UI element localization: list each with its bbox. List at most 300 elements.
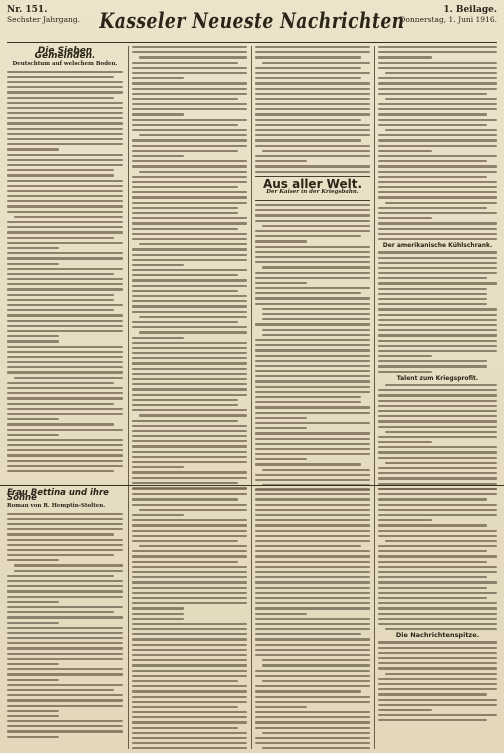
text-line	[378, 119, 497, 121]
text-line	[7, 185, 123, 187]
column-rule	[128, 46, 129, 491]
text-line	[7, 418, 59, 420]
text-line	[7, 730, 123, 732]
text-line	[7, 112, 123, 114]
text-line	[255, 727, 370, 729]
text-line	[7, 382, 114, 384]
text-line	[378, 709, 432, 711]
text-line	[378, 308, 497, 310]
text-line	[7, 408, 123, 410]
text-line	[255, 644, 370, 646]
text-line	[7, 154, 123, 156]
text-line	[132, 420, 238, 422]
text-line	[132, 592, 247, 594]
text-line	[7, 268, 123, 270]
text-line	[378, 355, 432, 357]
text-line	[255, 129, 370, 131]
text-line	[7, 513, 123, 515]
text-line	[7, 725, 123, 727]
text-line	[255, 592, 370, 594]
text-line	[378, 592, 497, 594]
text-line	[132, 566, 247, 568]
text-line	[255, 349, 370, 351]
text-line	[262, 469, 370, 471]
text-line	[132, 649, 247, 651]
text-line	[132, 654, 247, 656]
text-line	[378, 493, 497, 495]
feuilleton-body-1	[7, 513, 123, 738]
text-line	[385, 129, 497, 131]
text-line	[132, 373, 247, 375]
text-line	[255, 443, 370, 445]
text-line	[139, 414, 247, 416]
text-line	[378, 400, 497, 402]
text-line	[7, 705, 123, 707]
text-line	[378, 467, 497, 469]
text-line	[378, 113, 487, 115]
text-line	[132, 623, 247, 625]
text-line	[378, 371, 432, 373]
text-line	[7, 91, 123, 93]
text-line	[378, 233, 497, 235]
text-line	[378, 719, 487, 721]
text-line	[255, 448, 370, 450]
volume-label: Sechster Jahrgang.	[7, 15, 81, 24]
text-line	[262, 318, 370, 320]
text-line	[255, 504, 370, 506]
text-line	[132, 477, 247, 479]
text-line	[378, 699, 497, 701]
text-line	[132, 445, 247, 447]
text-line	[378, 217, 432, 219]
text-line	[385, 98, 497, 100]
text-line	[378, 62, 497, 64]
text-line	[7, 559, 59, 561]
article-body-sieben-gemeinden	[7, 71, 123, 473]
text-line	[255, 344, 370, 346]
text-line	[378, 145, 497, 147]
masthead	[7, 6, 497, 43]
text-line	[385, 202, 497, 204]
text-line	[385, 72, 497, 74]
text-line	[132, 62, 238, 64]
text-line	[132, 664, 247, 666]
text-line	[7, 518, 123, 520]
text-line	[378, 67, 497, 69]
text-line	[132, 440, 247, 442]
text-line	[132, 82, 247, 84]
text-line	[378, 607, 497, 609]
text-line	[132, 394, 247, 396]
text-line	[378, 519, 432, 521]
text-line	[139, 316, 247, 318]
column-4-lower	[378, 488, 497, 749]
text-line	[132, 139, 247, 141]
text-line	[7, 673, 123, 675]
text-line	[7, 159, 123, 161]
text-line	[378, 436, 497, 438]
text-line	[255, 581, 370, 583]
text-line	[378, 446, 497, 448]
text-line	[7, 533, 114, 535]
text-line	[132, 290, 238, 292]
text-line	[255, 360, 370, 362]
text-line	[139, 171, 247, 173]
column-1	[7, 46, 123, 491]
text-line	[132, 145, 247, 147]
text-line	[7, 117, 123, 119]
text-line	[7, 606, 123, 608]
text-line	[378, 288, 487, 290]
text-line	[7, 335, 59, 337]
text-line	[7, 195, 123, 197]
text-line	[255, 82, 370, 84]
text-line	[255, 530, 370, 532]
text-line	[255, 432, 370, 434]
text-line	[7, 736, 59, 738]
text-line	[378, 51, 497, 53]
text-line	[132, 254, 247, 256]
text-line	[255, 124, 370, 126]
text-line	[255, 638, 370, 640]
text-line	[132, 675, 247, 677]
text-line	[378, 262, 497, 264]
text-line	[7, 449, 123, 451]
text-line	[255, 119, 361, 121]
text-line	[378, 277, 487, 279]
text-line	[132, 311, 247, 313]
article-body-continued	[132, 46, 247, 491]
text-line	[7, 263, 59, 265]
text-line	[378, 550, 487, 552]
text-line	[378, 405, 497, 407]
text-line	[132, 670, 247, 672]
text-line	[132, 388, 247, 390]
text-line	[378, 46, 497, 48]
text-line	[378, 618, 497, 620]
text-line	[132, 696, 247, 698]
text-line	[132, 425, 247, 427]
text-line	[7, 622, 59, 624]
text-line	[255, 365, 370, 367]
text-line	[378, 602, 497, 604]
text-line	[132, 550, 247, 552]
text-line	[7, 273, 114, 275]
text-line	[378, 561, 487, 563]
text-line	[7, 642, 123, 644]
text-line	[378, 714, 497, 716]
text-line	[255, 292, 361, 294]
text-line	[378, 581, 497, 583]
text-line	[7, 465, 123, 467]
text-line	[255, 742, 370, 744]
text-line	[139, 509, 247, 511]
text-line	[132, 207, 238, 209]
text-line	[255, 46, 370, 48]
text-line	[378, 150, 432, 152]
text-line	[255, 251, 370, 253]
article-body-talent	[378, 384, 497, 491]
text-line	[132, 706, 238, 708]
text-line	[7, 528, 123, 530]
text-line	[378, 420, 497, 422]
text-line	[7, 133, 123, 135]
text-line	[7, 97, 114, 99]
text-line	[378, 477, 497, 479]
text-line	[255, 458, 307, 460]
text-line	[132, 555, 247, 557]
text-line	[132, 51, 247, 53]
text-line	[378, 587, 487, 589]
text-line	[378, 108, 497, 110]
text-line	[255, 417, 307, 419]
text-line	[255, 98, 370, 100]
text-line	[255, 711, 370, 713]
text-line	[255, 488, 370, 490]
text-line	[255, 323, 370, 325]
text-line	[7, 211, 123, 213]
text-line	[378, 524, 487, 526]
text-line	[262, 62, 370, 64]
text-line	[255, 297, 370, 299]
text-line	[255, 453, 370, 455]
text-line	[255, 509, 370, 511]
text-line	[255, 587, 370, 589]
text-line	[378, 191, 497, 193]
text-line	[132, 435, 247, 437]
text-line	[255, 134, 370, 136]
text-line	[7, 221, 123, 223]
text-line	[132, 77, 184, 79]
text-line	[255, 474, 370, 476]
text-line	[378, 652, 497, 654]
text-line	[255, 618, 370, 620]
text-line	[7, 366, 123, 368]
text-line	[7, 397, 123, 399]
text-line	[132, 747, 247, 749]
nachrichten-body	[378, 641, 497, 721]
text-line	[255, 220, 370, 222]
text-line	[255, 493, 370, 495]
text-line	[255, 406, 370, 408]
text-line	[255, 93, 370, 95]
article-subtitle-sieben-gemeinden: Deutschtum auf welschem Boden.	[12, 61, 118, 68]
text-line	[132, 347, 247, 349]
text-line	[255, 256, 370, 258]
text-line	[132, 295, 247, 297]
text-line	[132, 259, 247, 261]
text-line	[385, 673, 497, 675]
text-line	[132, 165, 247, 167]
text-line	[255, 524, 370, 526]
text-line	[378, 498, 487, 500]
text-line	[255, 438, 370, 440]
text-line	[378, 623, 497, 625]
text-line	[7, 107, 123, 109]
text-line	[7, 585, 123, 587]
text-line	[7, 330, 123, 332]
text-line	[378, 555, 497, 557]
text-line	[132, 711, 247, 713]
text-line	[14, 377, 123, 379]
text-line	[7, 361, 123, 363]
text-line	[378, 678, 497, 680]
text-line	[132, 67, 247, 69]
text-line	[7, 252, 123, 254]
article-title-kuehlschrank: Der amerikanische Kühlschrank.	[382, 242, 493, 250]
text-line	[378, 186, 497, 188]
issue-date: Donnerstag, 1. Juni 1916.	[399, 15, 497, 24]
column-3	[255, 46, 370, 491]
text-line	[378, 251, 497, 253]
text-line	[7, 356, 123, 358]
text-line	[255, 514, 370, 516]
text-line	[255, 571, 370, 573]
text-line	[132, 279, 247, 281]
text-line	[132, 628, 247, 630]
text-line	[7, 616, 123, 618]
text-line	[378, 171, 497, 173]
article-title-talent: Talent zum Kriegsprofit.	[396, 374, 479, 382]
text-line	[7, 143, 123, 145]
text-line	[255, 561, 370, 563]
text-line	[132, 285, 247, 287]
text-line	[255, 386, 370, 388]
text-line	[132, 368, 247, 370]
text-line	[132, 160, 247, 162]
text-line	[7, 429, 123, 431]
text-line	[132, 217, 247, 219]
text-line	[132, 378, 247, 380]
text-line	[7, 575, 114, 577]
text-line	[132, 383, 247, 385]
text-line	[378, 350, 497, 352]
article-title-nachrichten: Die Nachrichtenspitze.	[395, 631, 480, 640]
text-line	[132, 248, 247, 250]
text-line	[132, 430, 247, 432]
text-line	[7, 351, 123, 353]
text-line	[378, 196, 497, 198]
text-line	[132, 46, 247, 48]
text-line	[378, 488, 497, 490]
text-line	[378, 441, 432, 443]
text-line	[7, 720, 123, 722]
text-line	[132, 514, 184, 516]
feuilleton-body-2	[132, 488, 247, 749]
text-line	[132, 409, 247, 411]
text-line	[132, 727, 238, 729]
text-line	[132, 113, 184, 115]
text-line	[255, 427, 307, 429]
text-line	[14, 216, 123, 218]
text-line	[7, 86, 123, 88]
text-line	[132, 238, 247, 240]
text-line	[255, 204, 370, 206]
feuilleton-byline: Roman von R. Hemptin-Stolten.	[7, 503, 106, 510]
text-line	[132, 362, 247, 364]
text-line	[7, 549, 123, 551]
masthead-right	[399, 6, 497, 24]
text-line	[255, 375, 370, 377]
text-line	[255, 246, 370, 248]
text-line	[378, 394, 497, 396]
text-line	[132, 540, 238, 542]
text-line	[262, 329, 370, 331]
text-line	[378, 319, 497, 321]
text-line	[378, 212, 497, 214]
text-line	[132, 404, 238, 406]
text-line	[255, 303, 370, 305]
text-line	[7, 715, 59, 717]
text-line	[7, 81, 123, 83]
text-line	[132, 342, 247, 344]
text-line	[132, 618, 184, 620]
text-line	[132, 222, 247, 224]
text-line	[378, 228, 497, 230]
text-line	[378, 360, 487, 362]
text-line	[7, 148, 59, 150]
text-line	[262, 150, 370, 152]
text-line	[378, 647, 497, 649]
text-line	[132, 737, 247, 739]
text-line	[255, 566, 370, 568]
article-title-aus-aller-welt: Aus aller Welt.	[262, 176, 363, 191]
feuilleton-body-3	[255, 488, 370, 749]
section-header-box	[255, 176, 370, 201]
text-line	[378, 124, 487, 126]
text-line	[132, 186, 238, 188]
text-line	[132, 493, 247, 495]
text-line	[378, 514, 497, 516]
text-line	[132, 466, 184, 468]
column-rule	[251, 46, 252, 491]
text-line	[378, 155, 497, 157]
text-line	[7, 647, 123, 649]
text-line	[7, 596, 123, 598]
text-line	[255, 113, 370, 115]
supplement-label: 1. Beilage.	[443, 5, 497, 15]
misc-body-lower	[378, 488, 497, 630]
text-line	[255, 139, 361, 141]
text-line	[7, 128, 123, 130]
text-line	[7, 694, 123, 696]
text-line	[378, 509, 497, 511]
text-line	[132, 274, 238, 276]
text-line	[132, 461, 247, 463]
text-line	[255, 670, 370, 672]
text-line	[255, 380, 370, 382]
text-line	[378, 267, 497, 269]
text-line	[139, 331, 247, 333]
text-line	[7, 304, 123, 306]
text-line	[132, 228, 238, 230]
text-line	[7, 387, 123, 389]
text-line	[378, 77, 497, 79]
text-line	[378, 257, 497, 259]
text-line	[378, 415, 497, 417]
text-line	[7, 611, 114, 613]
text-line	[132, 638, 247, 640]
text-line	[378, 535, 497, 537]
text-line	[262, 664, 370, 666]
text-line	[132, 685, 247, 687]
text-line	[262, 732, 370, 734]
text-line	[378, 389, 497, 391]
text-line	[255, 72, 370, 74]
text-line	[7, 523, 123, 525]
text-line	[132, 597, 247, 599]
text-line	[378, 293, 487, 295]
